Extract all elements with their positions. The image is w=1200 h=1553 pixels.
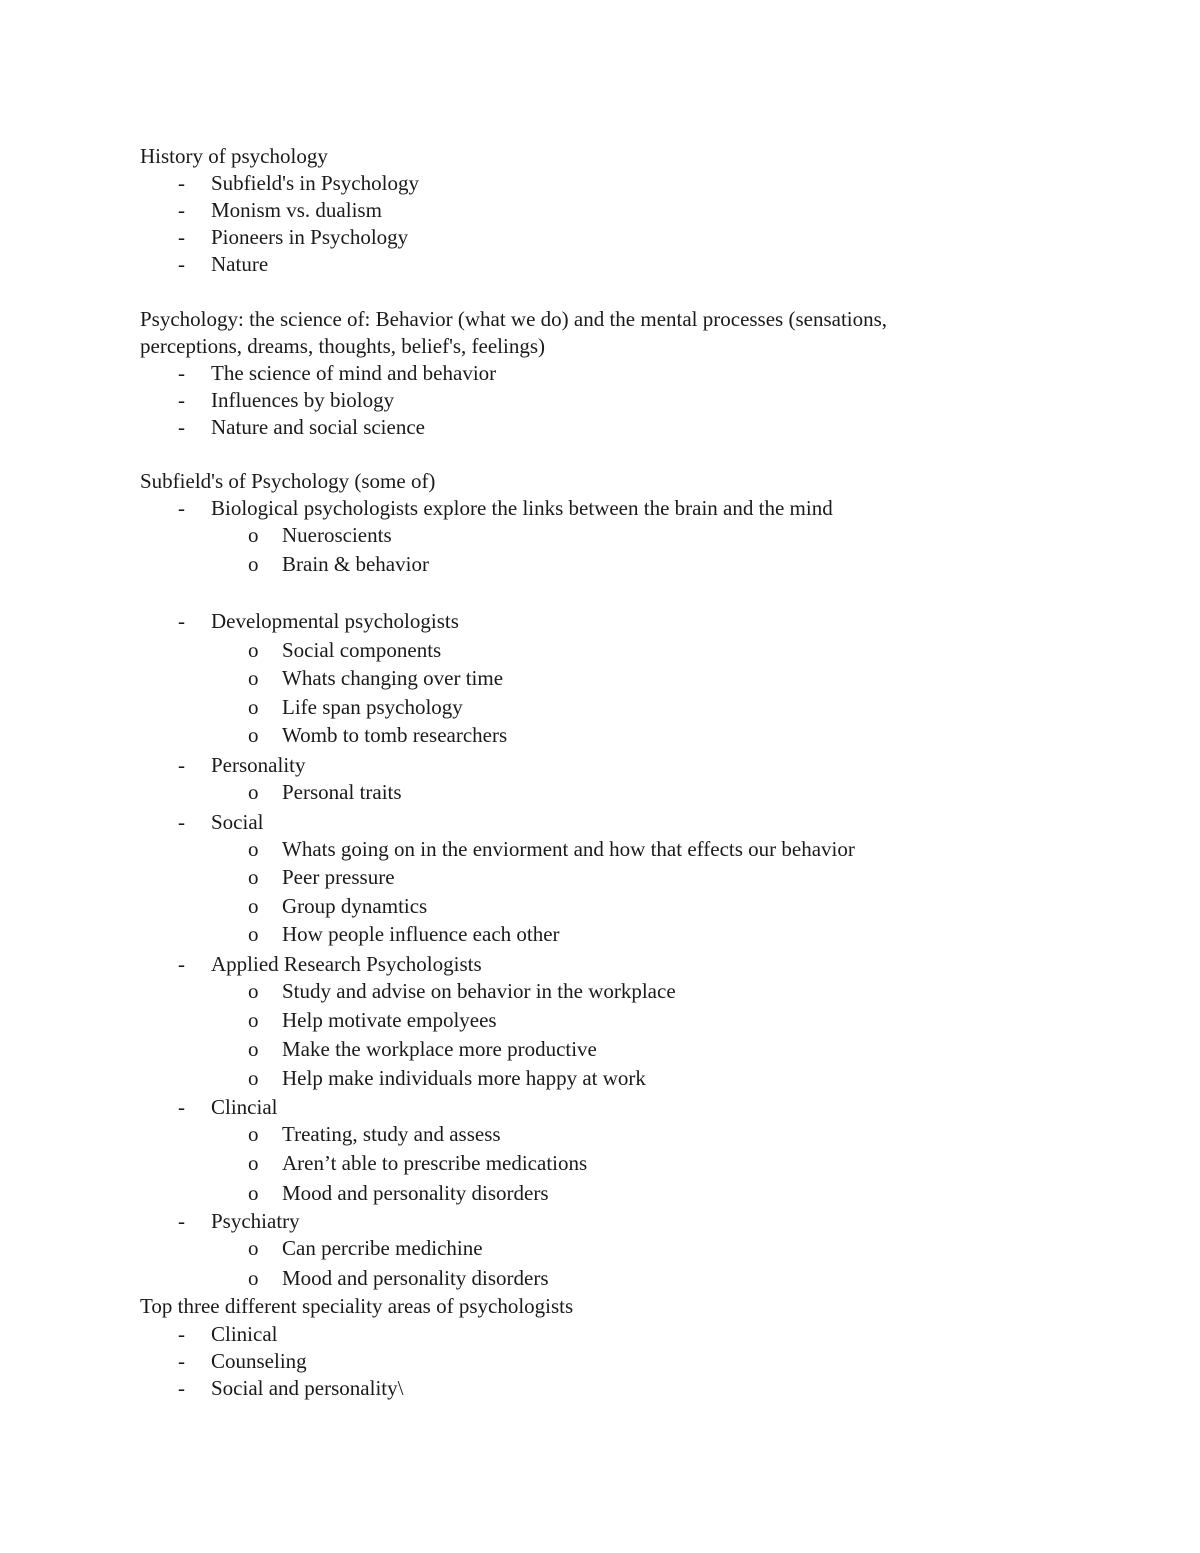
list-item: Clincial	[211, 1095, 278, 1119]
section-heading: History of psychology	[140, 144, 328, 168]
list-item: Social and personality\	[211, 1376, 404, 1400]
circle-bullet: o	[248, 780, 259, 804]
sub-list-item: Mood and personality disorders	[282, 1181, 549, 1205]
dash-bullet: -	[178, 1209, 185, 1233]
sub-list-item: Social components	[282, 638, 442, 662]
sub-list-item: Group dynamtics	[282, 894, 428, 918]
sub-list-item: Brain & behavior	[282, 552, 429, 576]
circle-bullet: o	[248, 1181, 259, 1205]
list-item: Developmental psychologists	[211, 609, 459, 633]
dash-bullet: -	[178, 753, 185, 777]
dash-bullet: -	[178, 609, 185, 633]
sub-list-item: How people influence each other	[282, 922, 560, 946]
sub-list-item: Mood and personality disorders	[282, 1266, 549, 1290]
sub-list-item: Can percribe medichine	[282, 1236, 483, 1260]
list-item: Nature	[211, 252, 269, 276]
list-item: Applied Research Psychologists	[211, 952, 482, 976]
sub-list-item: Treating, study and assess	[282, 1122, 501, 1146]
list-item: Clinical	[211, 1322, 278, 1346]
list-item: Biological psychologists explore the links between the brain and the mind	[211, 496, 833, 520]
list-item: Subfield's in Psychology	[211, 171, 419, 195]
circle-bullet: o	[248, 837, 259, 861]
circle-bullet: o	[248, 1151, 259, 1175]
circle-bullet: o	[248, 1266, 259, 1290]
dash-bullet: -	[178, 1349, 185, 1373]
dash-bullet: -	[178, 496, 185, 520]
circle-bullet: o	[248, 1008, 259, 1032]
section-heading: Top three different speciality areas of psychologists	[140, 1294, 574, 1318]
sub-list-item: Womb to tomb researchers	[282, 723, 508, 747]
dash-bullet: -	[178, 415, 185, 439]
circle-bullet: o	[248, 723, 259, 747]
section-heading-line: perceptions, dreams, thoughts, belief's, feelings)	[140, 334, 546, 358]
dash-bullet: -	[178, 361, 185, 385]
sub-list-item: Whats going on in the enviorment and how that effects our behavior	[282, 837, 855, 861]
dash-bullet: -	[178, 1322, 185, 1346]
sub-list-item: Whats changing over time	[282, 666, 504, 690]
circle-bullet: o	[248, 523, 259, 547]
sub-list-item: Nueroscients	[282, 523, 392, 547]
list-item: Social	[211, 810, 264, 834]
dash-bullet: -	[178, 810, 185, 834]
list-item: Nature and social science	[211, 415, 425, 439]
dash-bullet: -	[178, 388, 185, 412]
sub-list-item: Study and advise on behavior in the workplace	[282, 979, 676, 1003]
dash-bullet: -	[178, 1376, 185, 1400]
sub-list-item: Peer pressure	[282, 865, 395, 889]
sub-list-item: Personal traits	[282, 780, 402, 804]
sub-list-item: Make the workplace more productive	[282, 1037, 597, 1061]
circle-bullet: o	[248, 1037, 259, 1061]
dash-bullet: -	[178, 252, 185, 276]
circle-bullet: o	[248, 894, 259, 918]
dash-bullet: -	[178, 1095, 185, 1119]
circle-bullet: o	[248, 695, 259, 719]
sub-list-item: Help make individuals more happy at work	[282, 1066, 646, 1090]
list-item: Pioneers in Psychology	[211, 225, 409, 249]
list-item: The science of mind and behavior	[211, 361, 497, 385]
sub-list-item: Help motivate empolyees	[282, 1008, 497, 1032]
circle-bullet: o	[248, 979, 259, 1003]
sub-list-item: Life span psychology	[282, 695, 463, 719]
circle-bullet: o	[248, 638, 259, 662]
list-item: Counseling	[211, 1349, 307, 1373]
dash-bullet: -	[178, 952, 185, 976]
list-item: Influences by biology	[211, 388, 395, 412]
list-item: Monism vs. dualism	[211, 198, 382, 222]
circle-bullet: o	[248, 1236, 259, 1260]
sub-list-item: Aren’t able to prescribe medications	[282, 1151, 588, 1175]
dash-bullet: -	[178, 171, 185, 195]
section-heading: Subfield's of Psychology (some of)	[140, 469, 436, 493]
circle-bullet: o	[248, 552, 259, 576]
circle-bullet: o	[248, 666, 259, 690]
list-item: Personality	[211, 753, 306, 777]
section-heading-line: Psychology: the science of: Behavior (what we do) and the mental processes (sensations,	[140, 307, 888, 331]
circle-bullet: o	[248, 922, 259, 946]
dash-bullet: -	[178, 198, 185, 222]
circle-bullet: o	[248, 865, 259, 889]
list-item: Psychiatry	[211, 1209, 300, 1233]
circle-bullet: o	[248, 1122, 259, 1146]
circle-bullet: o	[248, 1066, 259, 1090]
dash-bullet: -	[178, 225, 185, 249]
